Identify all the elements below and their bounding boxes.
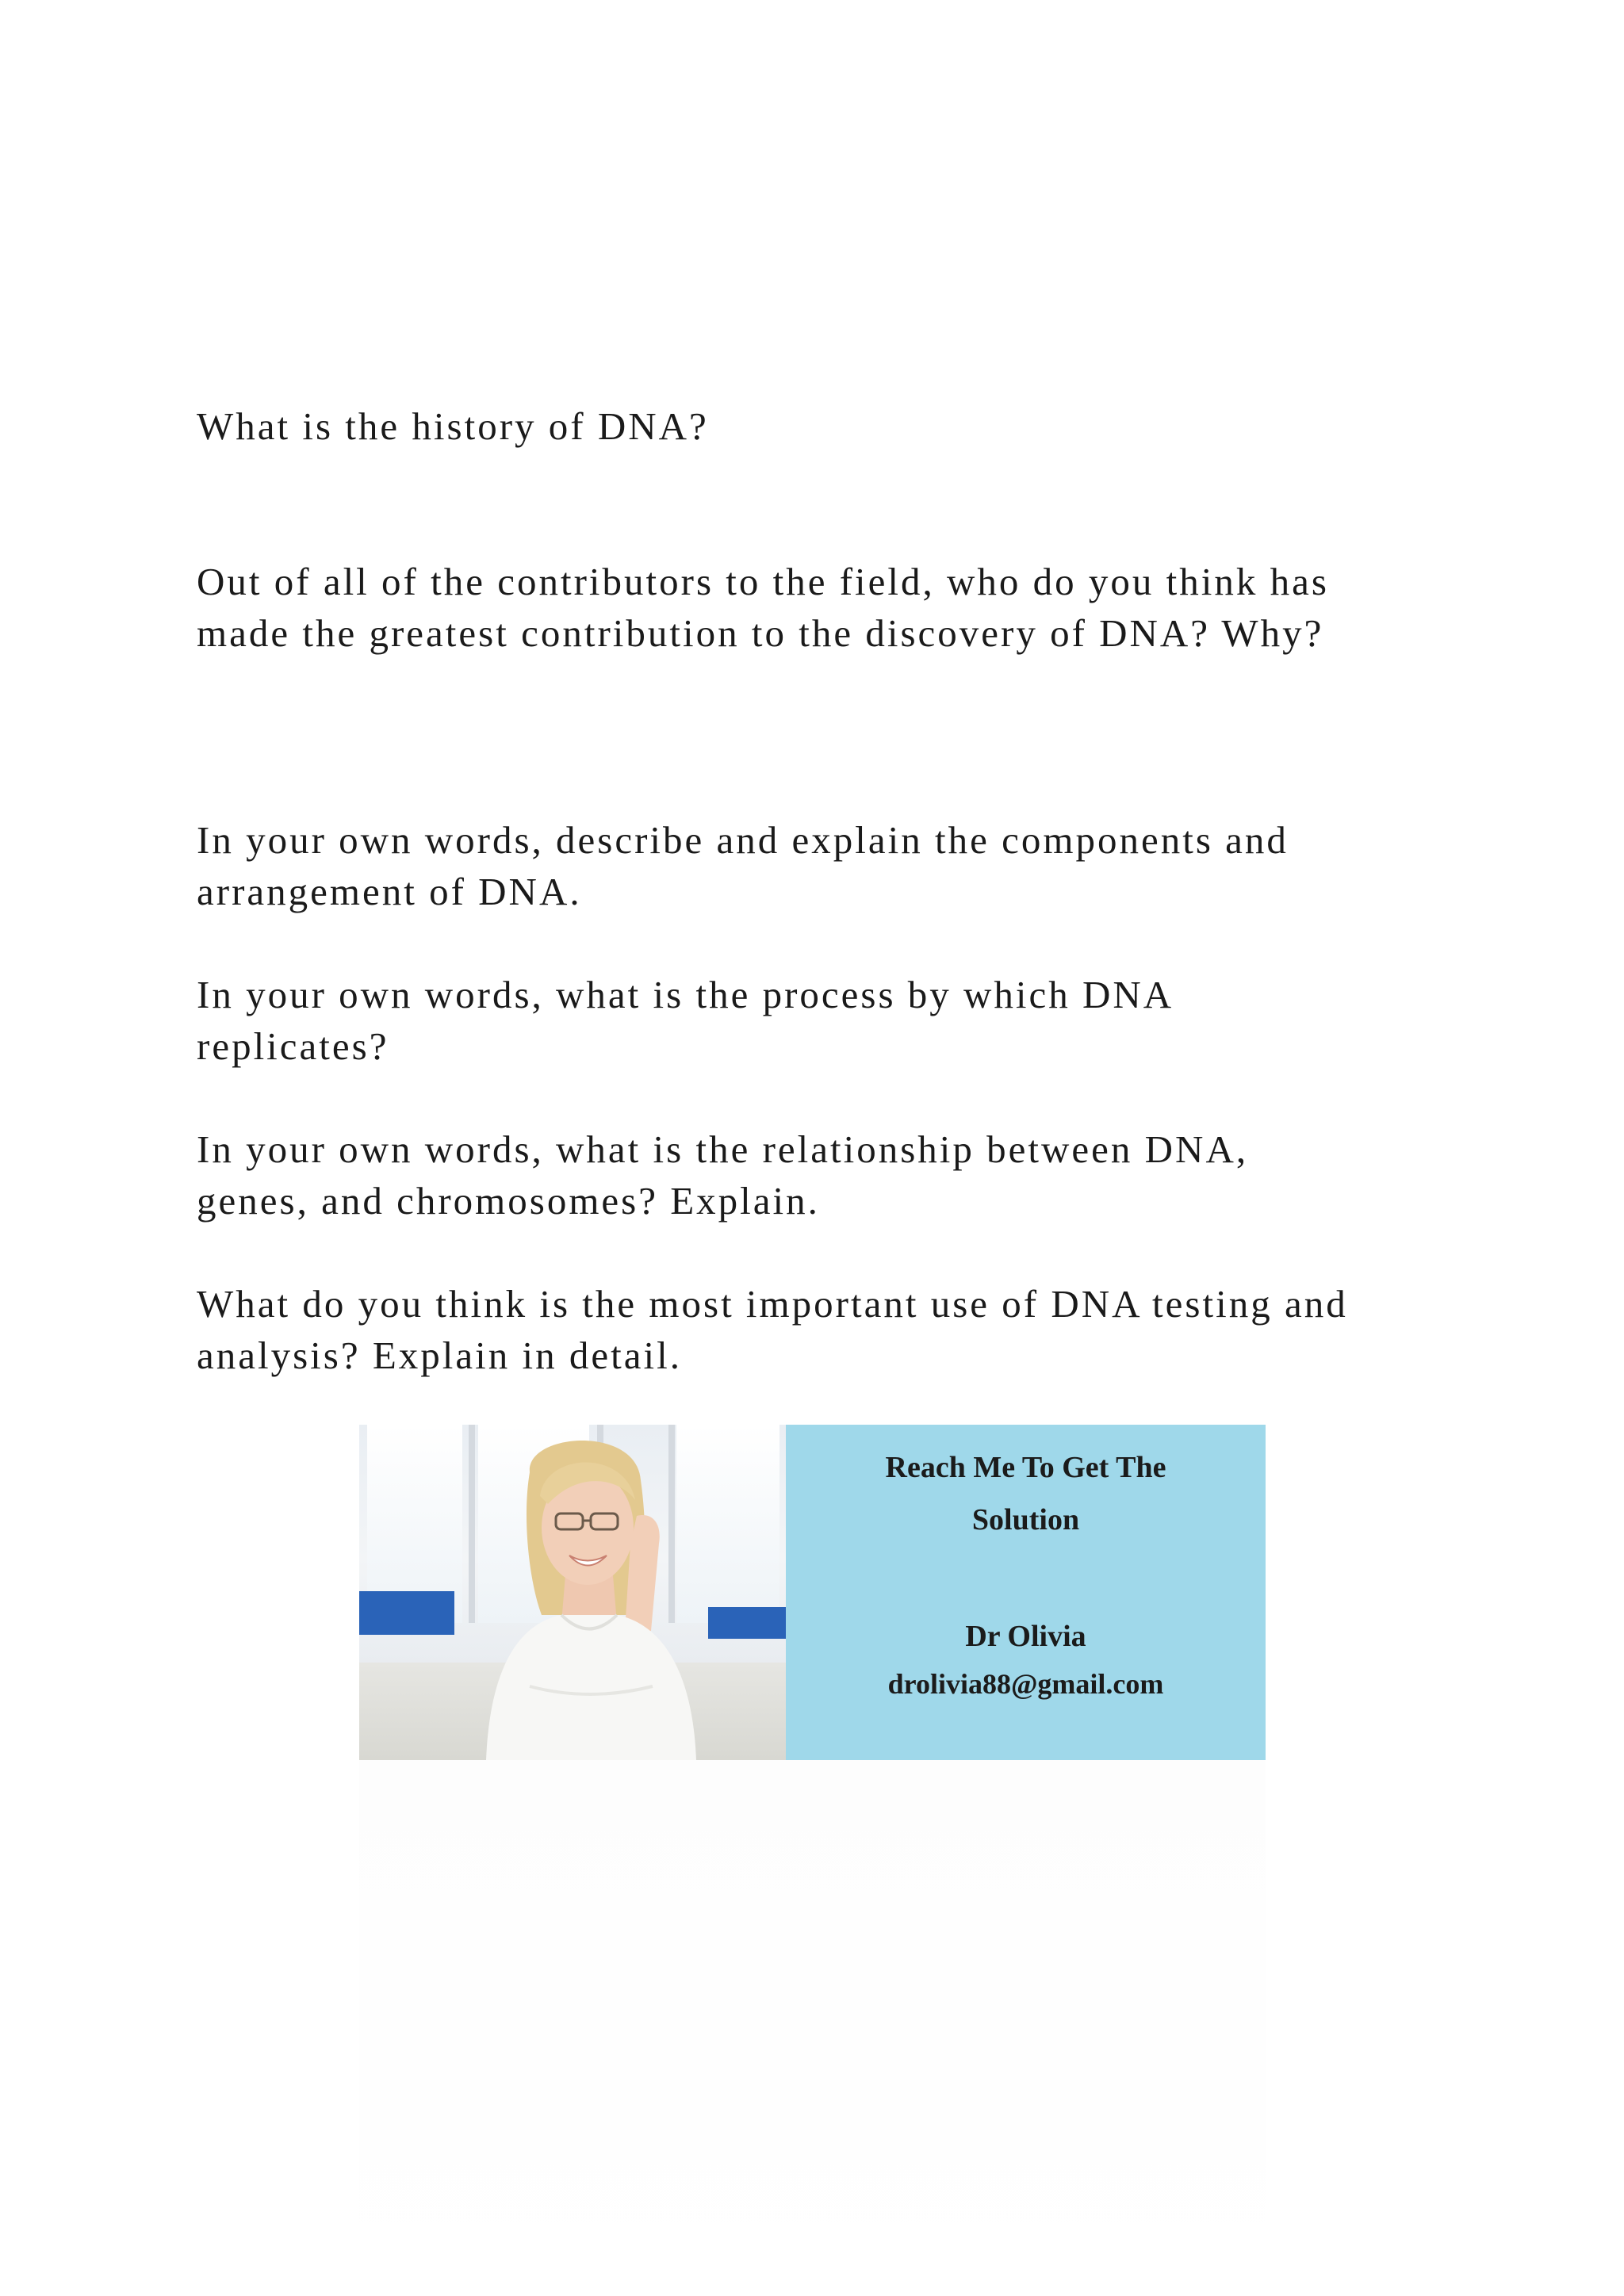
question-list: [197, 400, 1505, 1381]
question-greatest-contributor: Out of all of the contributors to the field, who do you think has made the greatest contribution to the discovery of DNA? Why?: [197, 560, 1329, 655]
contact-name: Dr Olivia: [965, 1620, 1086, 1653]
question-components: In your own words, describe and explain the components and arrangement of DNA.: [197, 818, 1289, 913]
question-relationship: In your own words, what is the relationship between DNA, genes, and chromosomes? Explain.: [197, 1127, 1249, 1223]
cta-line-2: Solution: [971, 1503, 1080, 1536]
blank-area: [359, 1760, 1266, 2296]
contact-banner: [359, 1425, 1266, 1760]
contact-email[interactable]: drolivia88@gmail.com: [887, 1668, 1164, 1700]
question-replication: In your own words, what is the process by which DNA replicates?: [197, 973, 1174, 1068]
cta-line-1: Reach Me To Get The: [885, 1451, 1166, 1484]
question-history: What is the history of DNA?: [197, 404, 709, 448]
contact-info-panel: [786, 1425, 1266, 1760]
question-testing-use: What do you think is the most important use of DNA testing and analysis? Explain in detail.: [197, 1282, 1348, 1377]
person-illustration: [454, 1425, 724, 1760]
woman-photo: [359, 1425, 786, 1760]
